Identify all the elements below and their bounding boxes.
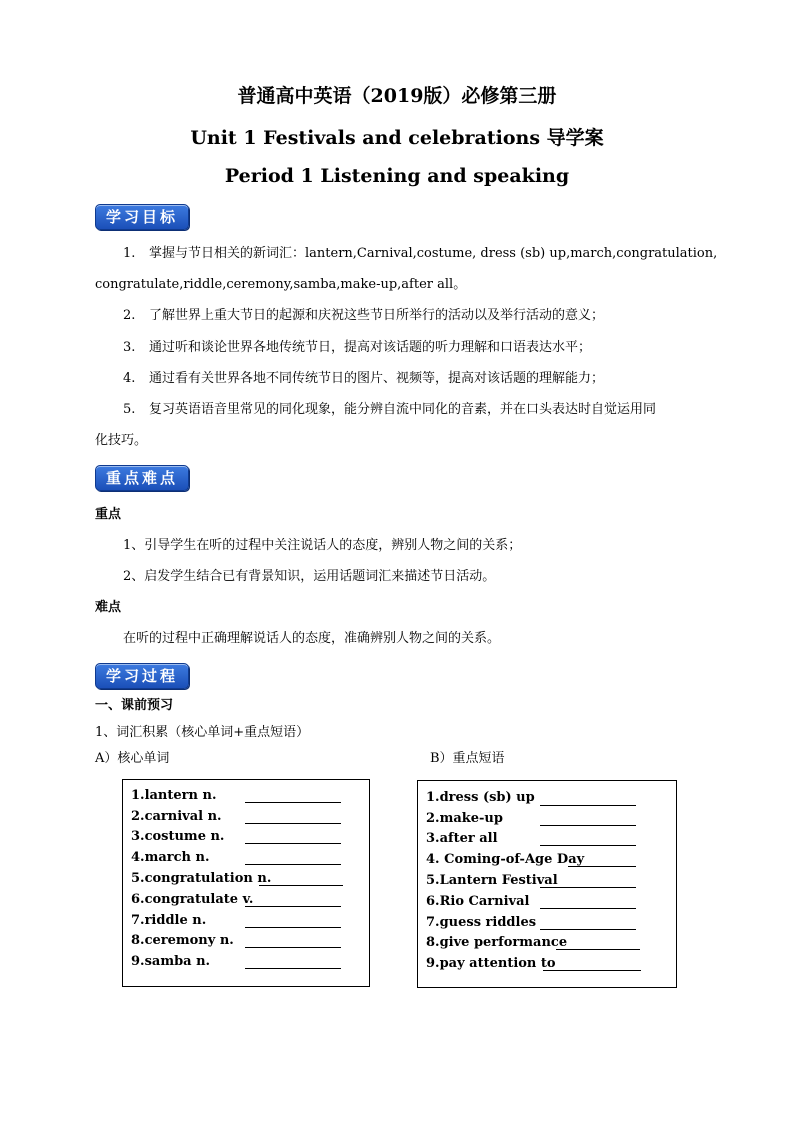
goal-2-number: 2.: [123, 308, 136, 323]
answer-blank[interactable]: [245, 823, 341, 824]
core-words-box: [122, 779, 370, 987]
goal-5-number: 5.: [123, 402, 136, 417]
phrase-row: 6.Rio Carnival: [426, 894, 530, 909]
focus-heading: 重点: [95, 507, 122, 522]
answer-blank[interactable]: [245, 947, 341, 948]
phrase-row: 8.give performance: [426, 935, 568, 950]
word-row: 8.ceremony n.: [131, 933, 234, 948]
phrase-row: 4. Coming-of-Age Day: [426, 852, 585, 867]
answer-blank[interactable]: [259, 885, 343, 886]
answer-blank[interactable]: [540, 845, 636, 846]
answer-blank[interactable]: [245, 927, 341, 928]
doc-title: 普通高中英语（2019版）必修第三册: [237, 85, 557, 107]
focus-item-1: 1、引导学生在听的过程中关注说话人的态度，辨别人物之间的关系；: [123, 538, 522, 553]
answer-blank[interactable]: [556, 949, 640, 950]
vocab-item-heading: 1、词汇积累（核心单词+重点短语）: [95, 725, 310, 740]
goal-3-text: 通过听和谈论世界各地传统节日，提高对该话题的听力理解和口语表达水平；: [149, 340, 592, 355]
phrase-row: 7.guess riddles: [426, 915, 537, 930]
word-row: 3.costume n.: [131, 829, 225, 844]
goal-5-text: 复习英语语音里常见的同化现象，能分辨自流中同化的音素，并在口头表达时自觉运用同: [149, 402, 657, 417]
answer-blank[interactable]: [540, 929, 636, 930]
goal-4-text: 通过看有关世界各地不同传统节日的图片、视频等，提高对该话题的理解能力；: [149, 371, 605, 386]
goal-3: [123, 339, 591, 357]
difficulty-heading: 难点: [95, 600, 122, 615]
phrase-row: 2.make-up: [426, 811, 503, 826]
word-row: 6.congratulate v.: [131, 892, 254, 907]
word-row: 4.march n.: [131, 850, 210, 865]
unit-title: Unit 1 Festivals and celebrations 导学案: [190, 127, 604, 149]
focus-item-2: 2、启发学生结合已有背景知识，运用话题词汇来描述节日活动。: [123, 569, 496, 584]
word-row: 1.lantern n.: [131, 788, 217, 803]
answer-blank[interactable]: [540, 908, 636, 909]
goal-2-text: 了解世界上重大节日的起源和庆祝这些节日所举行的活动以及举行活动的意义；: [149, 308, 605, 323]
word-row: 5.congratulation n.: [131, 871, 272, 886]
goal-3-number: 3.: [123, 340, 136, 355]
goal-5: [123, 401, 656, 419]
goal-4: [123, 370, 604, 388]
answer-blank[interactable]: [540, 887, 636, 888]
answer-blank[interactable]: [568, 866, 636, 867]
goal-1-text: 掌握与节日相关的新词汇：lantern,Carnival,costume, dress (sb) up,march,congratulation,: [149, 246, 718, 261]
key-phrases-box: [417, 780, 677, 988]
goal-5-continued: 化技巧。: [95, 433, 148, 448]
answer-blank[interactable]: [245, 802, 341, 803]
answer-blank[interactable]: [245, 843, 341, 844]
key-phrases-label: B）重点短语: [430, 751, 505, 766]
answer-blank[interactable]: [245, 864, 341, 865]
word-row: 2.carnival n.: [131, 809, 222, 824]
process-badge: 学习过程: [95, 663, 189, 689]
period-title: Period 1 Listening and speaking: [224, 165, 570, 187]
phrase-row: 3.after all: [426, 831, 498, 846]
goal-1-number: 1.: [123, 246, 136, 261]
answer-blank[interactable]: [540, 805, 636, 806]
key-points-badge: 重点难点: [95, 465, 189, 491]
answer-blank[interactable]: [540, 825, 636, 826]
goal-1: [123, 245, 717, 263]
core-words-label: A）核心单词: [95, 751, 170, 766]
word-row: 9.samba n.: [131, 954, 211, 969]
difficulty-item-1: 在听的过程中正确理解说话人的态度，准确辨别人物之间的关系。: [123, 631, 501, 646]
answer-blank[interactable]: [543, 970, 641, 971]
preview-section-heading: 一、课前预习: [95, 698, 174, 713]
phrase-row: 1.dress (sb) up: [426, 790, 535, 805]
answer-blank[interactable]: [245, 906, 341, 907]
goal-1-continued: congratulate,riddle,ceremony,samba,make-up,after all。: [95, 277, 467, 292]
goals-badge: 学习目标: [95, 204, 189, 230]
goal-4-number: 4.: [123, 371, 136, 386]
phrase-row: 5.Lantern Festival: [426, 873, 558, 888]
phrase-row: 9.pay attention to: [426, 956, 556, 971]
goal-2: [123, 307, 604, 325]
word-row: 7.riddle n.: [131, 913, 207, 928]
answer-blank[interactable]: [245, 968, 341, 969]
